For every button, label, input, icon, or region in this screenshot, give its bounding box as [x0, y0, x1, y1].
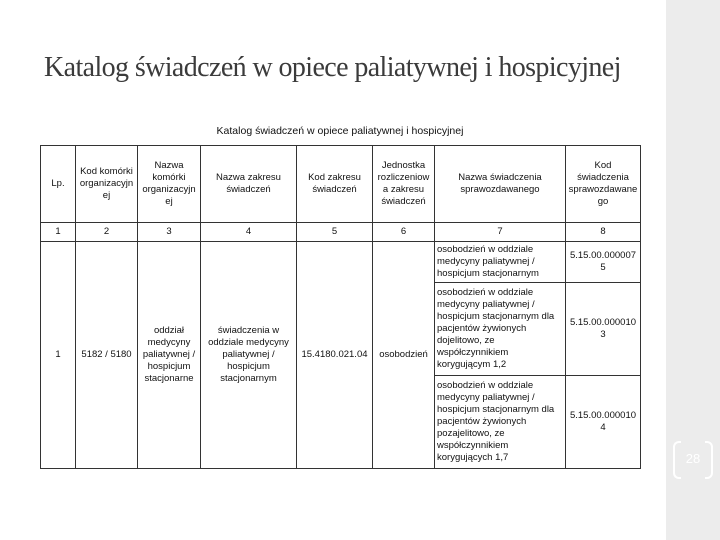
slide-title: Katalog świadczeń w opiece paliatywnej i hospicyjnej	[44, 52, 621, 83]
cell-kod-zakresu: 15.4180.021.04	[297, 242, 373, 469]
page-number-badge	[673, 441, 713, 477]
cell-jednostka: osobodzień	[373, 242, 435, 469]
cell-nazwa-swiadczenia: osobodzień w oddziale medycyny paliatywnej / hospicjum stacjonarnym dla pacjentów żywionych dojelitowo, ze współczynnikiem korygującym 1,2	[435, 283, 566, 376]
cell-kod-swiadczenia: 5.15.00.0000103	[566, 283, 641, 376]
table-row	[41, 242, 641, 283]
left-bracket-icon	[673, 441, 681, 479]
column-number: 5	[297, 223, 373, 242]
cell-nazwa-swiadczenia: osobodzień w oddziale medycyny paliatywnej / hospicjum stacjonarnym dla pacjentów żywionych pozajelitowo, ze współczynnikiem korygujących 1,7	[435, 376, 566, 469]
header-lp: Lp.	[41, 146, 76, 223]
column-number: 2	[76, 223, 138, 242]
cell-lp: 1	[41, 242, 76, 469]
header-jednostka: Jednostka rozliczeniowa zakresu świadczeń	[373, 146, 435, 223]
header-nazwa-swiadczenia: Nazwa świadczenia sprawozdawanego	[435, 146, 566, 223]
cell-kod-swiadczenia: 5.15.00.0000075	[566, 242, 641, 283]
cell-nazwa-swiadczenia: osobodzień w oddziale medycyny paliatywnej / hospicjum stacjonarnym	[435, 242, 566, 283]
header-kod-komorki: Kod komórki organizacyjnej	[76, 146, 138, 223]
table-caption: Katalog świadczeń w opiece paliatywnej i hospicyjnej	[216, 125, 464, 137]
cell-nazwa-zakresu: świadczenia w oddziale medycyny paliatywnej / hospicjum stacjonarnym	[201, 242, 297, 469]
catalog-table	[40, 145, 641, 469]
header-kod-zakresu: Kod zakresu świadczeń	[297, 146, 373, 223]
page-number: 28	[685, 451, 701, 466]
cell-nazwa-komorki: oddział medycyny paliatywnej / hospicjum stacjonarne	[138, 242, 201, 469]
column-number: 1	[41, 223, 76, 242]
header-nazwa-zakresu: Nazwa zakresu świadczeń	[201, 146, 297, 223]
cell-kod-komorki: 5182 / 5180	[76, 242, 138, 469]
column-number: 7	[435, 223, 566, 242]
header-kod-swiadczenia: Kod świadczenia sprawozdawanego	[566, 146, 641, 223]
right-bracket-icon	[705, 441, 713, 479]
header-nazwa-komorki: Nazwa komórki organizacyjnej	[138, 146, 201, 223]
header-row	[41, 146, 641, 223]
column-number: 6	[373, 223, 435, 242]
column-number: 4	[201, 223, 297, 242]
column-number: 3	[138, 223, 201, 242]
column-number-row	[41, 223, 641, 242]
cell-kod-swiadczenia: 5.15.00.0000104	[566, 376, 641, 469]
column-number: 8	[566, 223, 641, 242]
